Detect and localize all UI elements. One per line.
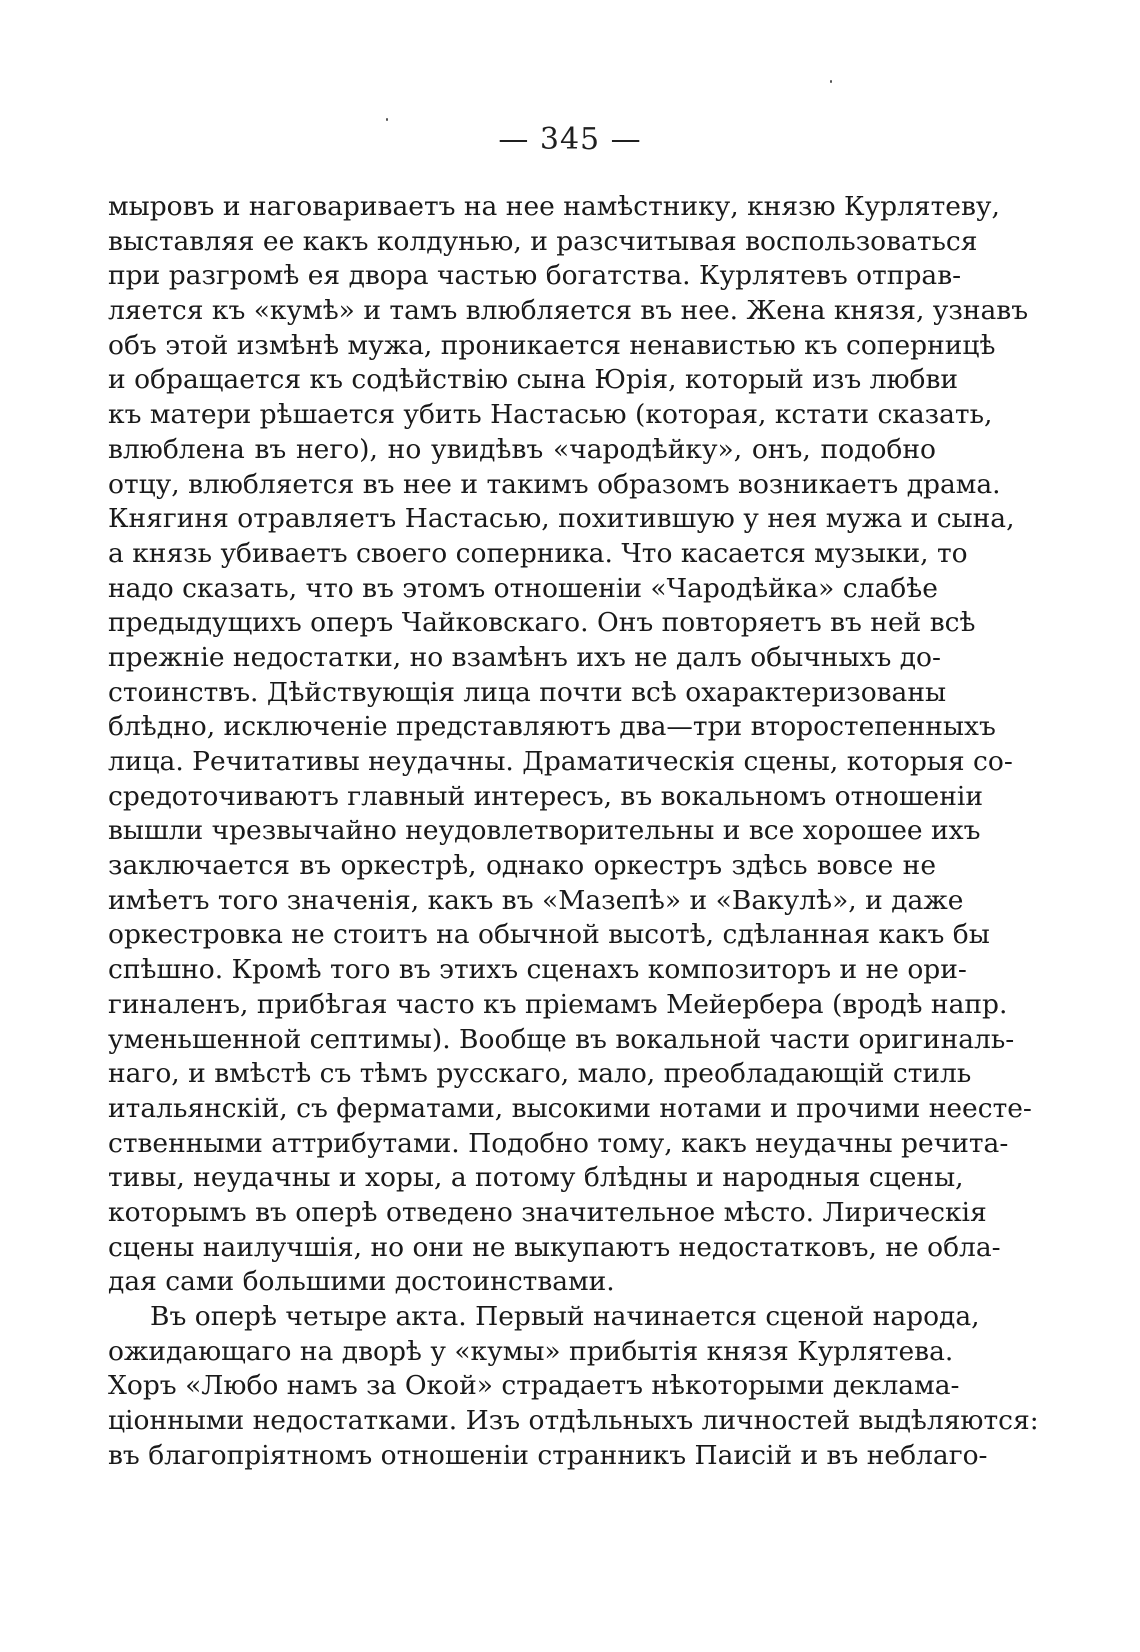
text-line: прежніе недостатки, но взамѣнъ ихъ не далъ обычныхъ до- xyxy=(108,641,941,673)
text-line: мыровъ и наговариваетъ на нее намѣстнику, князю Курлятеву, xyxy=(108,191,1000,222)
text-line: предыдущихъ оперъ Чайковскаго. Онъ повторяетъ въ ней всѣ xyxy=(108,607,976,639)
text-line: тивы, неудачны и хоры, а потому блѣдны и народныя сцены, xyxy=(108,1162,964,1194)
text-line: гиналенъ, прибѣгая часто къ пріемамъ Мейербера (вродѣ напр. xyxy=(108,988,1008,1020)
text-line: стоинствъ. Дѣйствующія лица почти всѣ охарактеризованы xyxy=(108,676,947,708)
text-line: ляется къ «кумѣ» и тамъ влюбляется въ нее. Жена князя, узнавъ xyxy=(108,295,1029,327)
text-line: ственными аттрибутами. Подобно тому, какъ неудачны речита- xyxy=(108,1127,1009,1159)
text-line: ожидающаго на дворѣ у «кумы» прибытія князя Курлятева. xyxy=(108,1335,954,1367)
text-line: влюблена въ него), но увидѣвъ «чародѣйку», онъ, подобно xyxy=(108,433,936,465)
paragraph-end-line: дая сами большими достоинствами. xyxy=(108,1266,615,1298)
text-line: имѣетъ того значенія, какъ въ «Мазепѣ» и «Вакулѣ», и даже xyxy=(108,884,964,916)
text-line: Княгиня отравляетъ Настасью, похитившую у нея мужа и сына, xyxy=(108,503,1015,535)
text-line: при разгромѣ ея двора частью богатства. Курлятевъ отправ- xyxy=(108,260,962,292)
text-line: ціонными недостатками. Изъ отдѣльныхъ личностей выдѣляются: xyxy=(108,1405,1039,1437)
text-line: спѣшно. Кромѣ того въ этихъ сценахъ композиторъ и не ори- xyxy=(108,954,967,986)
text-line: Хоръ «Любо намъ за Окой» страдаетъ нѣкоторыми деклама- xyxy=(108,1370,960,1402)
text-line: оркестровка не стоитъ на обычной высотѣ, сдѣланная какъ бы xyxy=(108,919,990,951)
text-line: итальянскій, съ ферматами, высокими нотами и прочими неесте- xyxy=(108,1092,1032,1124)
text-line: объ этой измѣнѣ мужа, проникается ненавистью къ соперницѣ xyxy=(108,329,996,361)
text-line: а князь убиваетъ своего соперника. Что касается музыки, то xyxy=(108,537,968,569)
paragraph-start-line: Въ оперѣ четыре акта. Первый начинается сценой народа, xyxy=(150,1301,980,1332)
text-line: къ матери рѣшается убить Настасью (которая, кстати сказать, xyxy=(108,399,993,431)
text-line: средоточиваютъ главный интересъ, въ вокальномъ отношеніи xyxy=(108,780,983,812)
scan-speck xyxy=(386,118,388,121)
text-line: вышли чрезвычайно неудовлетворительны и все хорошее ихъ xyxy=(108,815,981,847)
text-line: блѣдно, исключеніе представляютъ два—три второстепенныхъ xyxy=(108,711,996,743)
text-line: которымъ въ оперѣ отведено значительное мѣсто. Лирическія xyxy=(108,1196,987,1228)
scan-speck xyxy=(830,80,832,83)
text-line: надо сказать, что въ этомъ отношеніи «Чародѣйка» слабѣе xyxy=(108,572,938,604)
text-line: сцены наилучшія, но они не выкупаютъ недостатковъ, не обла- xyxy=(108,1231,1001,1263)
text-line: уменьшенной септимы). Вообще въ вокальной части оригиналь- xyxy=(108,1023,1015,1055)
body-text xyxy=(108,190,1039,1473)
text-line: въ благопріятномъ отношеніи странникъ Паисій и въ неблаго- xyxy=(108,1439,988,1471)
text-line: выставляя ее какъ колдунью, и разсчитывая воспользоваться xyxy=(108,225,978,257)
page-number: — 345 — xyxy=(498,122,642,157)
text-line: лица. Речитативы неудачны. Драматическія сцены, которыя со- xyxy=(108,746,1013,777)
text-line: заключается въ оркестрѣ, однако оркестръ здѣсь вовсе не xyxy=(108,850,936,882)
text-line: и обращается къ содѣйствію сына Юрія, который изъ любви xyxy=(108,364,959,396)
text-line: наго, и вмѣстѣ съ тѣмъ русскаго, мало, преобладающій стиль xyxy=(108,1058,972,1090)
text-line: отцу, влюбляется въ нее и такимъ образомъ возникаетъ драма. xyxy=(108,468,1001,500)
